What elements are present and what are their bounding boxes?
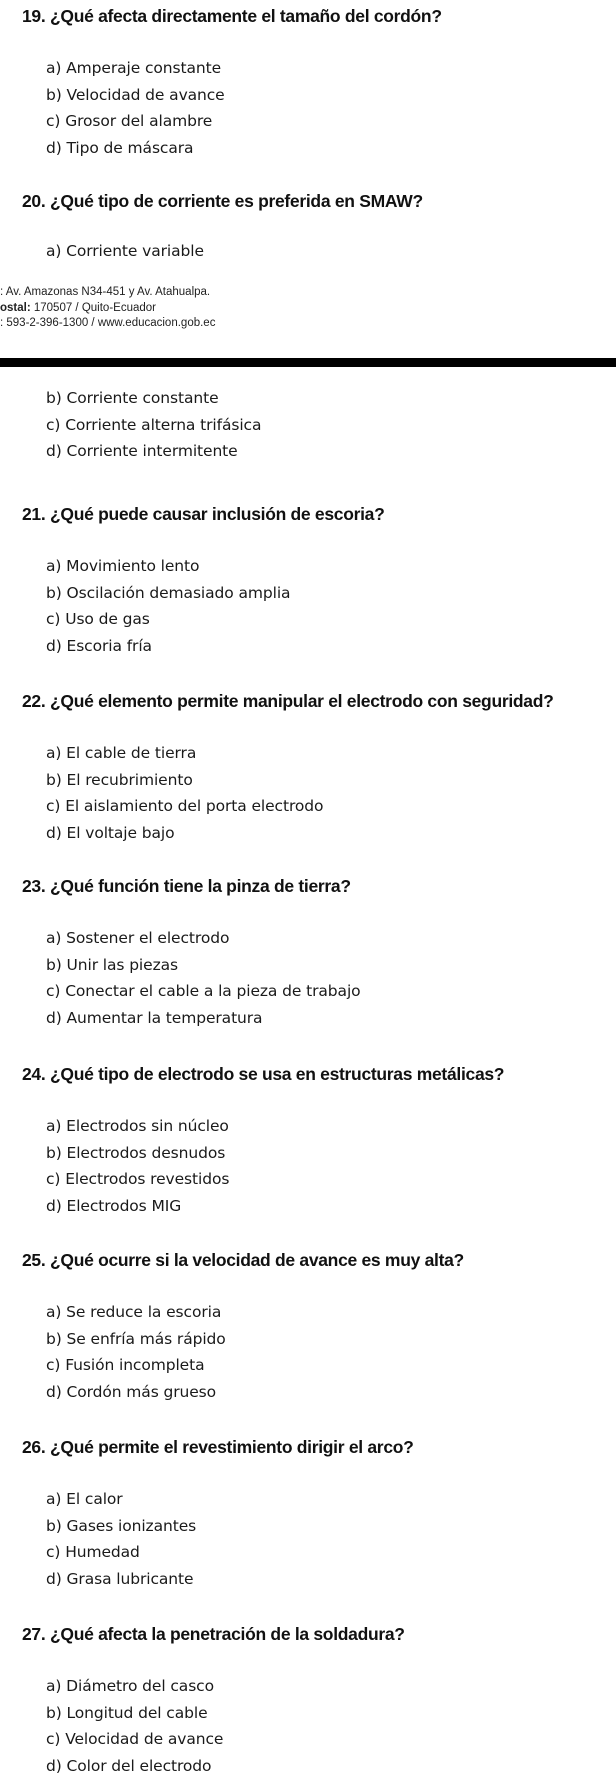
question-26 (22, 1436, 612, 1588)
answer-option: b) Electrodos desnudos (46, 1143, 226, 1162)
answer-option: c) El aislamiento del porta electrodo (46, 797, 324, 815)
answer-option: c) Fusión incompleta (46, 1356, 205, 1374)
answer-option: c) Humedad (46, 1543, 140, 1561)
answer-option: c) Conectar el cable a la pieza de trabajo (46, 982, 361, 1000)
question-22 (22, 690, 612, 842)
question-19 (22, 5, 612, 157)
answer-options (46, 1486, 196, 1592)
answer-options (46, 925, 361, 1031)
answer-option: c) Uso de gas (46, 610, 150, 628)
question-title: 24. ¿Qué tipo de electrodo se usa en estructuras metálicas? (22, 1064, 505, 1084)
answer-option: d) Color del electrodo (46, 1756, 212, 1775)
answer-option: d) El voltaje bajo (46, 823, 175, 842)
answer-options (46, 1113, 229, 1219)
question-title: 23. ¿Qué función tiene la pinza de tierra? (22, 876, 351, 896)
footer-postal-label: ostal: (0, 301, 31, 314)
answer-option: c) Electrodos revestidos (46, 1170, 230, 1188)
footer-postal (0, 301, 215, 317)
answer-option: a) Corriente variable (46, 242, 204, 260)
answer-options (46, 55, 225, 161)
question-25 (22, 1249, 612, 1401)
question-title: 25. ¿Qué ocurre si la velocidad de avance es muy alta? (22, 1250, 464, 1270)
answer-option: a) El calor (46, 1490, 123, 1508)
answer-options (46, 1299, 226, 1405)
answer-option: b) Corriente constante (46, 389, 219, 407)
answer-option: d) Tipo de máscara (46, 138, 194, 157)
answer-option: b) Velocidad de avance (46, 85, 225, 104)
answer-option: d) Escoria fría (46, 636, 152, 655)
question-23 (22, 875, 612, 1027)
answer-option: a) Amperaje constante (46, 59, 222, 77)
question-title: 21. ¿Qué puede causar inclusión de escoria? (22, 504, 385, 524)
answer-options (46, 1673, 223, 1779)
page-footer (0, 285, 215, 332)
answer-option: b) Longitud del cable (46, 1703, 208, 1722)
question-20 (22, 190, 612, 260)
question-title: 27. ¿Qué afecta la penetración de la soldadura? (22, 1624, 405, 1644)
answer-options (46, 385, 261, 465)
question-21 (22, 503, 612, 655)
answer-options (46, 238, 204, 265)
answer-option: b) El recubrimiento (46, 770, 193, 789)
answer-option: c) Grosor del alambre (46, 112, 213, 130)
question-title: 20. ¿Qué tipo de corriente es preferida en SMAW? (22, 191, 423, 211)
answer-option: a) El cable de tierra (46, 744, 197, 762)
answer-option: a) Diámetro del casco (46, 1677, 214, 1695)
answer-options (46, 740, 323, 846)
answer-option: d) Corriente intermitente (46, 442, 238, 460)
answer-option: d) Aumentar la temperatura (46, 1008, 263, 1027)
answer-option: a) Movimiento lento (46, 557, 200, 575)
answer-option: b) Oscilación demasiado amplia (46, 583, 291, 602)
footer-phone: : 593-2-396-1300 / www.educacion.gob.ec (0, 317, 216, 329)
answer-option: a) Se reduce la escoria (46, 1303, 222, 1321)
answer-options (46, 553, 290, 659)
answer-option: d) Electrodos MIG (46, 1196, 182, 1215)
question-27 (22, 1623, 612, 1775)
answer-option: b) Unir las piezas (46, 955, 178, 974)
answer-option: c) Corriente alterna trifásica (46, 415, 262, 434)
answer-option: b) Gases ionizantes (46, 1516, 197, 1535)
footer-postal-value: 170507 / Quito-Ecuador (30, 301, 156, 314)
answer-option: d) Grasa lubricante (46, 1569, 194, 1588)
answer-option: a) Sostener el electrodo (46, 929, 230, 947)
question-24 (22, 1063, 612, 1215)
question-title: 26. ¿Qué permite el revestimiento dirigir el arco? (22, 1437, 414, 1457)
page-break-divider (0, 358, 616, 367)
answer-option: c) Velocidad de avance (46, 1730, 224, 1748)
question-title: 19. ¿Qué afecta directamente el tamaño del cordón? (22, 6, 442, 26)
footer-address: : Av. Amazonas N34-451 y Av. Atahualpa. (0, 286, 211, 298)
answer-option: d) Cordón más grueso (46, 1382, 217, 1401)
answer-option: a) Electrodos sin núcleo (46, 1117, 229, 1135)
answer-option: b) Se enfría más rápido (46, 1329, 226, 1348)
question-title: 22. ¿Qué elemento permite manipular el electrodo con seguridad? (22, 691, 554, 711)
